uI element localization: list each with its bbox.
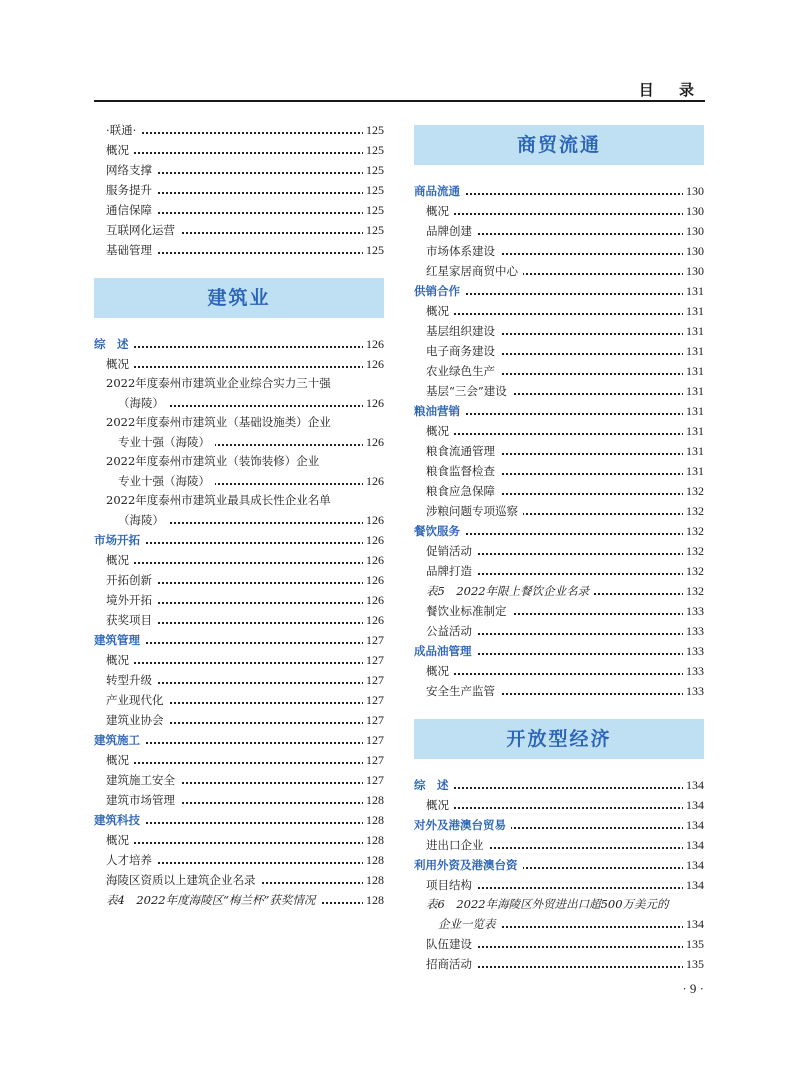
- toc-entry-page-number: 131: [683, 361, 704, 381]
- toc-entry-page-number: 128: [363, 890, 384, 910]
- toc-entry[interactable]: [118, 510, 384, 530]
- toc-entry[interactable]: [426, 341, 704, 361]
- toc-entry-page-number: 125: [363, 160, 384, 180]
- dot-leader: [106, 842, 384, 844]
- dot-leader: [106, 152, 384, 154]
- toc-entry-label: 商品流通: [414, 181, 465, 201]
- toc-entry-label: 餐饮服务: [414, 521, 465, 541]
- toc-entry-label: 服务提升: [106, 180, 157, 200]
- toc-entry-page-number: 127: [363, 690, 384, 710]
- toc-entry-label: ·联通·: [106, 120, 141, 140]
- toc-entry-page-number: 126: [363, 432, 384, 452]
- toc-entry-page-number: 126: [363, 393, 384, 413]
- toc-entry[interactable]: [426, 241, 704, 261]
- toc-entry[interactable]: [426, 481, 704, 501]
- toc-entry-label: 市场体系建设: [426, 241, 500, 261]
- toc-entry-label: 网络支撑: [106, 160, 157, 180]
- toc-entry-page-number: 125: [363, 240, 384, 260]
- toc-entry[interactable]: [426, 201, 704, 221]
- toc-entry[interactable]: [106, 140, 384, 160]
- toc-entry-label: 粮油营销: [414, 401, 465, 421]
- dot-leader: [106, 132, 384, 134]
- dot-leader: [426, 313, 704, 315]
- toc-entry-label: （海陵）: [118, 510, 169, 530]
- toc-section-heading[interactable]: [94, 810, 384, 830]
- toc-entry-page-number: 127: [363, 770, 384, 790]
- toc-section-heading[interactable]: [414, 401, 704, 421]
- toc-entry[interactable]: [106, 690, 384, 710]
- toc-entry-label: 专业十强（海陵）: [118, 432, 215, 452]
- toc-entry[interactable]: [426, 361, 704, 381]
- toc-entry-label: 建筑业协会: [106, 710, 169, 730]
- toc-entry[interactable]: [106, 850, 384, 870]
- toc-entry-label: 2022年度泰州市建筑业企业综合实力三十强: [106, 374, 336, 393]
- toc-entry-label: 粮食监督检查: [426, 461, 500, 481]
- toc-entry-page-number: 127: [363, 710, 384, 730]
- toc-entry-page-number: 130: [683, 221, 704, 241]
- toc-entry-label: 供销合作: [414, 281, 465, 301]
- toc-entry-page-number: 132: [683, 501, 704, 521]
- toc-entry-label: 对外及港澳台贸易: [414, 815, 511, 835]
- toc-entry-label: 企业一览表: [438, 914, 501, 934]
- toc-list: [94, 334, 384, 910]
- toc-entry-label: 概况: [106, 354, 134, 374]
- dot-leader: [426, 673, 704, 675]
- toc-entry-label: 2022年度泰州市建筑业（基础设施类）企业: [106, 413, 336, 432]
- toc-entry[interactable]: [426, 461, 704, 481]
- toc-section-heading[interactable]: [414, 281, 704, 301]
- dot-leader: [414, 787, 704, 789]
- toc-entry-page-number: 127: [363, 630, 384, 650]
- toc-entry-page-number: 128: [363, 870, 384, 890]
- toc-entry-label: 转型升级: [106, 670, 157, 690]
- toc-right-column: [414, 120, 704, 974]
- toc-entry-page-number: 132: [683, 561, 704, 581]
- toc-entry[interactable]: [426, 581, 704, 601]
- toc-entry-label: 公益活动: [426, 621, 477, 641]
- toc-entry-label: 粮食应急保障: [426, 481, 500, 501]
- toc-section-heading[interactable]: [94, 630, 384, 650]
- section-banner-construction: 建筑业: [94, 278, 384, 318]
- toc-entry-page-number: 126: [363, 610, 384, 630]
- toc-section-heading[interactable]: [94, 334, 384, 354]
- toc-entry-label: 海陵区资质以上建筑企业名录: [106, 870, 261, 890]
- dot-leader: [106, 762, 384, 764]
- toc-entry-page-number: 126: [363, 550, 384, 570]
- toc-section-heading[interactable]: [414, 641, 704, 661]
- toc-entry-label: 基层组织建设: [426, 321, 500, 341]
- toc-entry[interactable]: [426, 875, 704, 895]
- toc-entry[interactable]: [426, 661, 704, 681]
- toc-entry[interactable]: [106, 710, 384, 730]
- toc-entry-page-number: 131: [683, 401, 704, 421]
- toc-entry-page-number: 128: [363, 810, 384, 830]
- toc-entry-label: 表6 2022年海陵区外贸进出口超500万美元的: [426, 895, 674, 914]
- toc-list: [94, 120, 384, 260]
- toc-entry-page-number: 131: [683, 321, 704, 341]
- dot-leader: [426, 807, 704, 809]
- toc-entry-page-number: 128: [363, 830, 384, 850]
- toc-entry[interactable]: [106, 790, 384, 810]
- toc-entry-label: 互联网化运营: [106, 220, 180, 240]
- toc-list: [414, 775, 704, 974]
- toc-entry[interactable]: [106, 610, 384, 630]
- toc-entry-page-number: 135: [683, 934, 704, 954]
- toc-entry-page-number: 130: [683, 241, 704, 261]
- toc-entry[interactable]: [106, 670, 384, 690]
- toc-entry-label: 市场开拓: [94, 530, 145, 550]
- toc-entry-page-number: 127: [363, 650, 384, 670]
- toc-entry[interactable]: [106, 550, 384, 570]
- toc-entry[interactable]: [438, 914, 704, 934]
- toc-entry[interactable]: [426, 561, 704, 581]
- toc-entry-page-number: 125: [363, 220, 384, 240]
- toc-entry-label: 境外开拓: [106, 590, 157, 610]
- toc-section-heading[interactable]: [414, 815, 704, 835]
- toc-entry[interactable]: [426, 954, 704, 974]
- toc-entry-label: 建筑管理: [94, 630, 145, 650]
- toc-entry-label: （海陵）: [118, 393, 169, 413]
- toc-entry-page-number: 131: [683, 381, 704, 401]
- toc-section-heading[interactable]: [414, 775, 704, 795]
- toc-entry[interactable]: [106, 374, 384, 393]
- toc-entry[interactable]: [426, 835, 704, 855]
- toc-entry[interactable]: [106, 870, 384, 890]
- toc-entry-page-number: 127: [363, 670, 384, 690]
- toc-entry-label: 人才培养: [106, 850, 157, 870]
- toc-entry-label: 成品油管理: [414, 641, 477, 661]
- toc-entry[interactable]: [426, 301, 704, 321]
- toc-entry-label: 概况: [426, 201, 454, 221]
- toc-entry[interactable]: [106, 890, 384, 910]
- toc-entry-label: 建筑施工安全: [106, 770, 180, 790]
- toc-entry-label: 概况: [106, 550, 134, 570]
- toc-entry[interactable]: [426, 261, 704, 281]
- toc-entry-label: 利用外资及港澳台资: [414, 855, 523, 875]
- toc-entry-page-number: 131: [683, 441, 704, 461]
- toc-entry-label: 通信保障: [106, 200, 157, 220]
- toc-entry-page-number: 133: [683, 621, 704, 641]
- toc-entry-page-number: 131: [683, 301, 704, 321]
- toc-entry-label: 概况: [106, 750, 134, 770]
- toc-entry-page-number: 128: [363, 790, 384, 810]
- toc-entry[interactable]: [118, 471, 384, 491]
- toc-entry-page-number: 134: [683, 835, 704, 855]
- toc-entry-label: 安全生产监管: [426, 681, 500, 701]
- toc-entry[interactable]: [106, 413, 384, 432]
- toc-entry[interactable]: [426, 501, 704, 521]
- toc-left-column: [94, 120, 384, 910]
- toc-section-heading[interactable]: [414, 855, 704, 875]
- toc-entry-label: 产业现代化: [106, 690, 169, 710]
- toc-entry-page-number: 133: [683, 661, 704, 681]
- toc-entry[interactable]: [426, 601, 704, 621]
- toc-entry[interactable]: [106, 200, 384, 220]
- toc-entry-label: 基础管理: [106, 240, 157, 260]
- toc-entry[interactable]: [118, 432, 384, 452]
- toc-entry[interactable]: [106, 770, 384, 790]
- toc-entry-page-number: 132: [683, 481, 704, 501]
- toc-entry[interactable]: [106, 120, 384, 140]
- toc-entry[interactable]: [106, 354, 384, 374]
- toc-entry-label: 2022年度泰州市建筑业（装饰装修）企业: [106, 452, 324, 471]
- toc-entry-label: 队伍建设: [426, 934, 477, 954]
- toc-entry-label: 专业十强（海陵）: [118, 471, 215, 491]
- toc-entry-page-number: 130: [683, 261, 704, 281]
- toc-section-heading[interactable]: [414, 521, 704, 541]
- toc-entry-page-number: 131: [683, 421, 704, 441]
- toc-entry-page-number: 132: [683, 521, 704, 541]
- toc-entry[interactable]: [106, 750, 384, 770]
- section-banner-commerce: 商贸流通: [414, 125, 704, 165]
- toc-entry-page-number: 130: [683, 181, 704, 201]
- toc-entry-page-number: 132: [683, 581, 704, 601]
- toc-entry-label: 品牌创建: [426, 221, 477, 241]
- toc-entry[interactable]: [426, 681, 704, 701]
- toc-entry[interactable]: [426, 381, 704, 401]
- dot-leader: [94, 346, 384, 348]
- toc-entry-page-number: 126: [363, 510, 384, 530]
- toc-entry-page-number: 134: [683, 795, 704, 815]
- toc-entry[interactable]: [426, 934, 704, 954]
- toc-entry-label: 建筑科技: [94, 810, 145, 830]
- toc-entry[interactable]: [106, 570, 384, 590]
- toc-entry[interactable]: [106, 180, 384, 200]
- toc-entry-page-number: 126: [363, 530, 384, 550]
- toc-entry-label: 电子商务建设: [426, 341, 500, 361]
- toc-entry-page-number: 128: [363, 850, 384, 870]
- toc-entry-page-number: 126: [363, 570, 384, 590]
- toc-entry-page-number: 126: [363, 334, 384, 354]
- toc-entry-label: 招商活动: [426, 954, 477, 974]
- toc-entry[interactable]: [426, 795, 704, 815]
- toc-entry-page-number: 127: [363, 750, 384, 770]
- dot-leader: [426, 433, 704, 435]
- toc-entry-page-number: 126: [363, 471, 384, 491]
- toc-entry[interactable]: [106, 160, 384, 180]
- toc-entry-label: 概况: [426, 661, 454, 681]
- toc-entry-page-number: 125: [363, 140, 384, 160]
- toc-entry-page-number: 131: [683, 341, 704, 361]
- toc-entry-page-number: 135: [683, 954, 704, 974]
- toc-entry[interactable]: [426, 621, 704, 641]
- toc-entry[interactable]: [426, 321, 704, 341]
- toc-entry-label: 概况: [106, 650, 134, 670]
- toc-entry-page-number: 133: [683, 601, 704, 621]
- toc-entry-label: 农业绿色生产: [426, 361, 500, 381]
- header-rule: [94, 100, 705, 102]
- toc-entry-label: 概况: [426, 421, 454, 441]
- dot-leader: [426, 213, 704, 215]
- toc-entry-label: 红星家居商贸中心: [426, 261, 523, 281]
- toc-entry-label: 概况: [106, 830, 134, 850]
- toc-entry[interactable]: [106, 220, 384, 240]
- toc-entry-label: 基层“三会”建设: [426, 381, 512, 401]
- toc-entry-label: 开拓创新: [106, 570, 157, 590]
- toc-entry-page-number: 130: [683, 201, 704, 221]
- toc-entry-label: 获奖项目: [106, 610, 157, 630]
- toc-entry-label: 促销活动: [426, 541, 477, 561]
- toc-entry-label: 项目结构: [426, 875, 477, 895]
- toc-entry-page-number: 132: [683, 541, 704, 561]
- running-header-title: 目 录: [638, 81, 704, 99]
- toc-section-heading[interactable]: [94, 530, 384, 550]
- toc-entry[interactable]: [106, 452, 384, 471]
- toc-entry[interactable]: [106, 830, 384, 850]
- toc-entry-page-number: 125: [363, 120, 384, 140]
- toc-entry-page-number: 127: [363, 730, 384, 750]
- toc-entry-page-number: 131: [683, 281, 704, 301]
- dot-leader: [106, 662, 384, 664]
- toc-entry[interactable]: [118, 393, 384, 413]
- toc-entry-page-number: 133: [683, 641, 704, 661]
- toc-entry-label: 建筑施工: [94, 730, 145, 750]
- toc-entry-page-number: 126: [363, 354, 384, 374]
- toc-entry-page-number: 125: [363, 180, 384, 200]
- toc-entry-page-number: 126: [363, 590, 384, 610]
- toc-entry-label: 品牌打造: [426, 561, 477, 581]
- toc-entry[interactable]: [426, 441, 704, 461]
- toc-entry-label: 涉粮问题专项巡察: [426, 501, 523, 521]
- toc-entry-page-number: 134: [683, 855, 704, 875]
- toc-entry-label: 概况: [426, 301, 454, 321]
- section-banner-open-economy: 开放型经济: [414, 719, 704, 759]
- toc-entry-label: 2022年度泰州市建筑业最具成长性企业名单: [106, 491, 336, 510]
- toc-entry-label: 餐饮业标准制定: [426, 601, 512, 621]
- toc-entry-page-number: 133: [683, 681, 704, 701]
- toc-entry-page-number: 134: [683, 914, 704, 934]
- toc-entry-label: 进出口企业: [426, 835, 489, 855]
- toc-entry-page-number: 134: [683, 875, 704, 895]
- toc-entry-page-number: 125: [363, 200, 384, 220]
- toc-entry-label: 建筑市场管理: [106, 790, 180, 810]
- toc-entry[interactable]: [106, 240, 384, 260]
- toc-entry-label: 表4 2022年度海陵区“梅兰杯”获奖情况: [106, 890, 320, 910]
- toc-entry[interactable]: [426, 541, 704, 561]
- toc-section-heading[interactable]: [414, 181, 704, 201]
- toc-entry-page-number: 134: [683, 775, 704, 795]
- toc-entry[interactable]: [426, 221, 704, 241]
- toc-entry-label: 综 述: [94, 334, 134, 354]
- toc-entry-page-number: 131: [683, 461, 704, 481]
- toc-entry-page-number: 134: [683, 815, 704, 835]
- toc-entry[interactable]: [426, 895, 704, 914]
- toc-entry[interactable]: [106, 590, 384, 610]
- toc-list: [414, 181, 704, 701]
- toc-entry[interactable]: [106, 650, 384, 670]
- dot-leader: [106, 366, 384, 368]
- toc-entry-label: 概况: [426, 795, 454, 815]
- toc-entry-label: 概况: [106, 140, 134, 160]
- toc-entry[interactable]: [426, 421, 704, 441]
- toc-section-heading[interactable]: [94, 730, 384, 750]
- toc-entry[interactable]: [106, 491, 384, 510]
- page-number: · 9 ·: [682, 981, 704, 996]
- toc-entry-label: 粮食流通管理: [426, 441, 500, 461]
- toc-entry-label: 表5 2022年限上餐饮企业名录: [426, 581, 594, 601]
- toc-entry-label: 综 述: [414, 775, 454, 795]
- dot-leader: [106, 562, 384, 564]
